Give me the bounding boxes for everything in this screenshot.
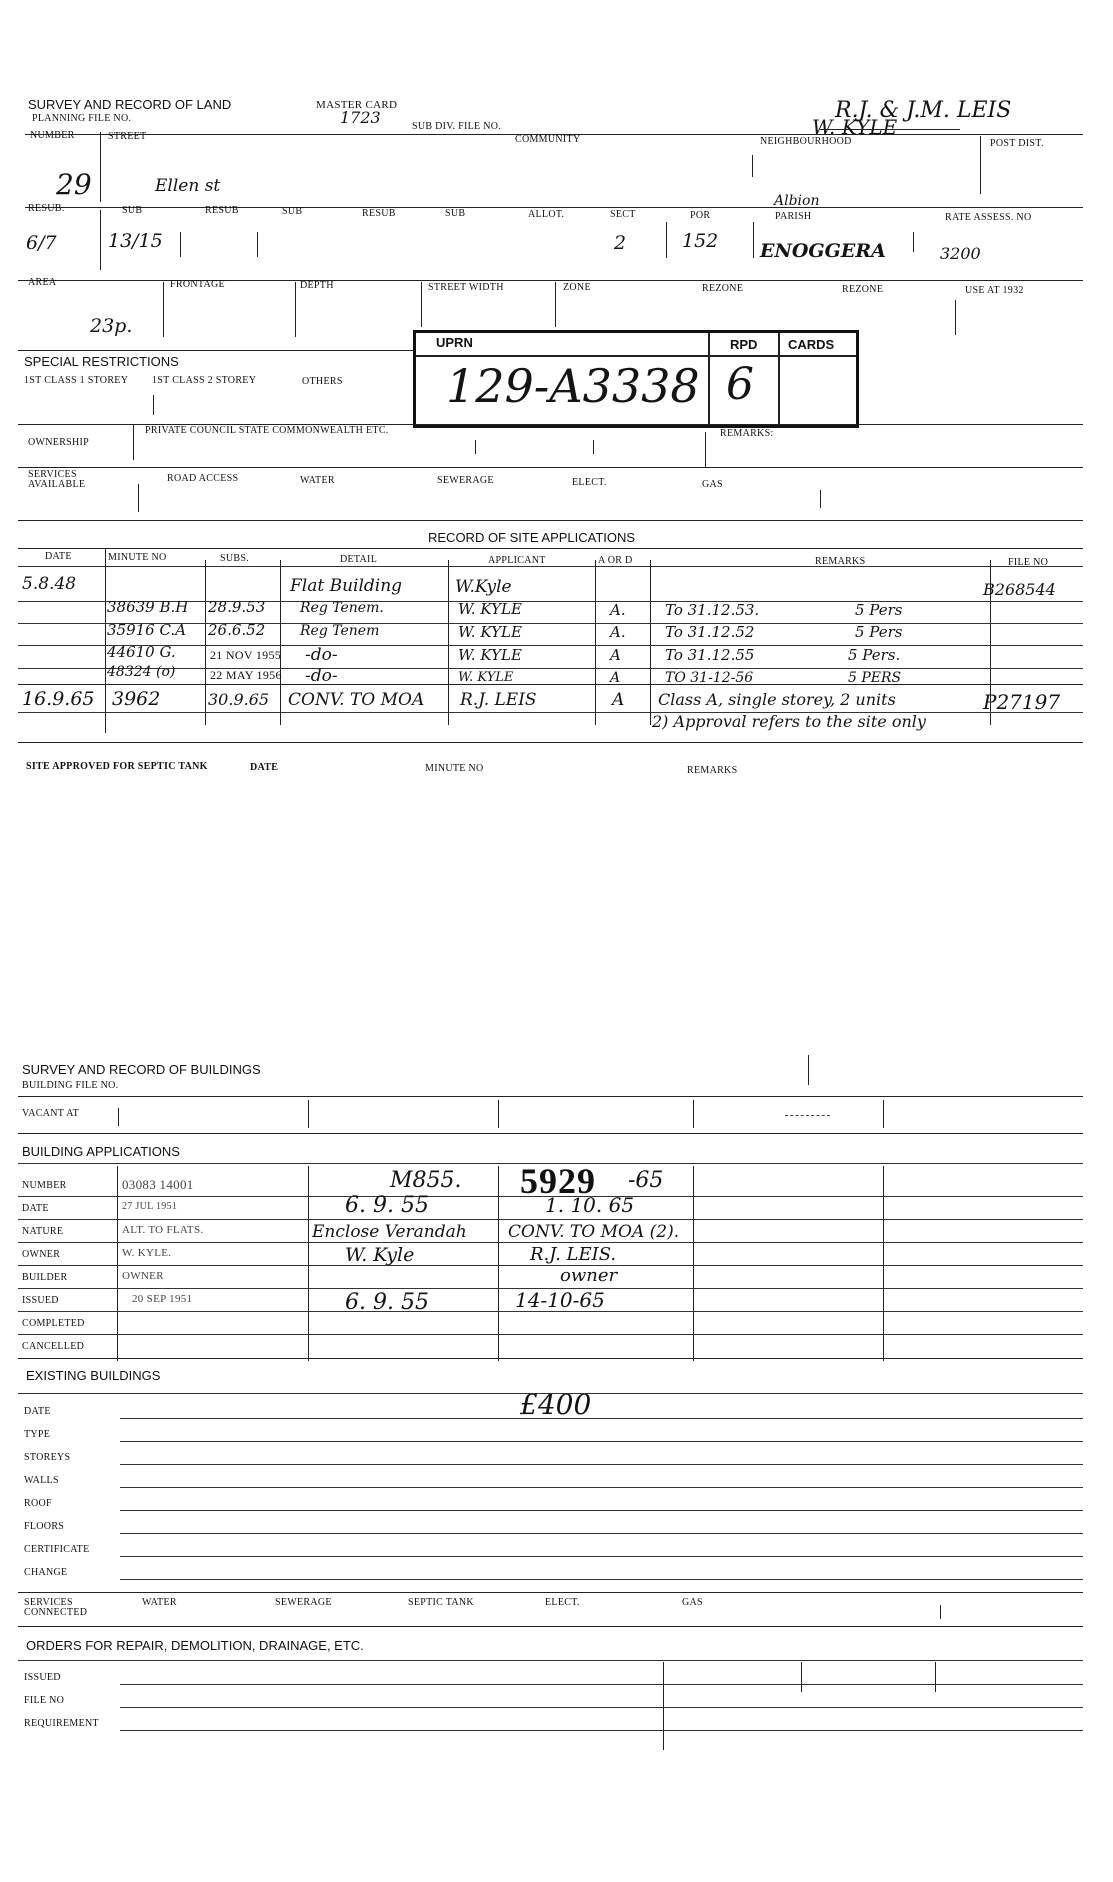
- owner-names-struck: W. KYLE: [812, 115, 898, 139]
- app3-owner: R.J. LEIS.: [530, 1244, 617, 1265]
- site-row-detail: -do-: [305, 666, 338, 686]
- site-row-minute: 44610 G.: [107, 643, 176, 661]
- depth-header: DEPTH: [300, 280, 334, 291]
- septic-minute-label: MINUTE NO: [425, 763, 484, 774]
- site-row-a-or-d: A.: [610, 623, 626, 641]
- cards-label: CARDS: [788, 337, 835, 352]
- col-a-or-d: A OR D: [598, 555, 633, 566]
- app3-nature: CONV. TO MOA (2).: [508, 1222, 680, 1242]
- app2-issued: 6. 9. 55: [345, 1290, 429, 1315]
- site-row-remarks: Class A, single storey, 2 units: [658, 690, 896, 709]
- existing-label-roof: ROOF: [24, 1498, 52, 1509]
- zone-header: ZONE: [563, 282, 591, 293]
- svc-sewerage: SEWERAGE: [275, 1597, 332, 1608]
- site-row-minute: 35916 C.A: [107, 621, 187, 639]
- svc-gas: GAS: [682, 1597, 703, 1608]
- svc-septic-tank: SEPTIC TANK: [408, 1597, 474, 1608]
- app3-number-stamp: 5929: [520, 1161, 596, 1201]
- ownership-options: PRIVATE COUNCIL STATE COMMONWEALTH ETC.: [145, 425, 389, 436]
- existing-label-type: TYPE: [24, 1429, 51, 1440]
- site-row-subs: 21 NOV 1955: [210, 648, 282, 662]
- col-applicant: APPLICANT: [488, 555, 546, 566]
- restriction-1: 1ST CLASS 1 STOREY: [24, 375, 129, 386]
- building-applications-title: BUILDING APPLICATIONS: [22, 1144, 180, 1159]
- rate-assess-value: 3200: [940, 244, 981, 263]
- svc-water: WATER: [142, 1597, 177, 1608]
- col-minute: MINUTE NO: [108, 552, 167, 563]
- parish-value: ENOGGERA: [760, 240, 886, 262]
- row-label-date: DATE: [22, 1203, 49, 1214]
- remarks-label: REMARKS:: [720, 428, 774, 439]
- orders-label-issued: ISSUED: [24, 1672, 61, 1683]
- sub-div-file-label: SUB DIV. FILE NO.: [412, 121, 502, 132]
- app1-nature: ALT. TO FLATS.: [122, 1224, 204, 1236]
- street-number: 29: [56, 168, 92, 201]
- resub2-header: RESUB: [205, 205, 239, 216]
- app1-number: 03083 14001: [122, 1177, 194, 1192]
- site-row-detail: Reg Tenem: [300, 623, 380, 639]
- site-row-file: B268544: [983, 580, 1056, 599]
- orders-label-file: FILE NO: [24, 1695, 65, 1706]
- existing-label-date: DATE: [24, 1406, 51, 1417]
- existing-label-walls: WALLS: [24, 1475, 59, 1486]
- use-at-header: USE AT 1932: [965, 285, 1024, 296]
- rpd-value: 6: [726, 359, 754, 410]
- site-row-minute: 48324 (o): [107, 664, 176, 680]
- existing-label-floors: FLOORS: [24, 1521, 65, 1532]
- site-row-remarks-extra: 5 Pers: [855, 623, 903, 641]
- app1-issued: 20 SEP 1951: [132, 1293, 193, 1305]
- rezone-header: REZONE: [702, 283, 744, 294]
- sub-value: 13/15: [108, 230, 163, 252]
- app3-builder: owner: [560, 1265, 618, 1286]
- row-label-builder: BUILDER: [22, 1272, 68, 1283]
- row-label-completed: COMPLETED: [22, 1318, 85, 1329]
- svc-elect: ELECT.: [545, 1597, 580, 1608]
- site-row-detail: CONV. TO MOA: [288, 690, 425, 710]
- app2-owner: W. Kyle: [345, 1244, 415, 1266]
- restriction-2: 1ST CLASS 2 STOREY: [152, 375, 257, 386]
- rpd-label: RPD: [730, 337, 758, 352]
- row-label-issued: ISSUED: [22, 1295, 59, 1306]
- sewerage-label: SEWERAGE: [437, 475, 494, 486]
- allot-header: ALLOT.: [528, 209, 565, 220]
- number-header: NUMBER: [30, 130, 75, 141]
- community-header: COMMUNITY: [515, 134, 581, 145]
- site-row-remarks-extra: 5 Pers.: [848, 646, 901, 664]
- col-subs: SUBS.: [220, 553, 250, 564]
- site-row-detail: -do-: [305, 645, 338, 665]
- orders-title: ORDERS FOR REPAIR, DEMOLITION, DRAINAGE, ETC.: [26, 1638, 364, 1653]
- vacant-at-label: VACANT AT: [22, 1108, 80, 1119]
- site-row-applicant: W.Kyle: [455, 577, 512, 597]
- card-label: MASTER CARD: [316, 99, 398, 111]
- site-row-applicant: W. KYLE: [458, 670, 514, 685]
- site-row-date: 5.8.48: [22, 574, 77, 594]
- sect-value: 2: [614, 232, 627, 254]
- septic-label: SITE APPROVED FOR SEPTIC TANK: [26, 761, 208, 772]
- uprn-value: 129-A3338: [446, 359, 700, 413]
- site-note-2: 2) Approval refers to the site only: [652, 712, 926, 731]
- special-restrictions: SPECIAL RESTRICTIONS: [24, 354, 179, 369]
- site-row-remarks: To 31.12.55: [665, 646, 755, 664]
- existing-buildings-title: EXISTING BUILDINGS: [26, 1368, 161, 1383]
- sect-header: SECT: [610, 209, 636, 220]
- gas-label: GAS: [702, 479, 723, 490]
- existing-label-storeys: STOREYS: [24, 1452, 71, 1463]
- existing-value: £400: [520, 1388, 592, 1421]
- app1-owner: W. KYLE.: [122, 1247, 172, 1259]
- site-row-a-or-d: A: [612, 690, 625, 710]
- app2-number: M855.: [390, 1168, 462, 1193]
- uprn-label: UPRN: [436, 335, 473, 350]
- septic-date-label: DATE: [250, 762, 279, 773]
- site-row-remarks: To 31.12.52: [665, 623, 755, 641]
- area-value: 23p.: [90, 315, 133, 337]
- existing-label-certificate: CERTIFICATE: [24, 1544, 90, 1555]
- site-applications-title: RECORD OF SITE APPLICATIONS: [428, 530, 636, 545]
- site-row-applicant: W. KYLE: [458, 600, 522, 618]
- app3-number-suffix: -65: [628, 1168, 664, 1193]
- por-value: 152: [682, 230, 719, 252]
- site-row-subs: 28.9.53: [208, 598, 266, 616]
- rate-assess-header: RATE ASSESS. NO: [945, 212, 1032, 223]
- site-row-detail: Flat Building: [290, 576, 403, 596]
- site-row-a-or-d: A: [610, 646, 621, 664]
- existing-label-change: CHANGE: [24, 1567, 68, 1578]
- sub-header: SUB: [122, 205, 143, 216]
- site-row-a-or-d: A: [610, 670, 621, 686]
- site-row-applicant: W. KYLE: [458, 623, 522, 641]
- restriction-others: OTHERS: [302, 376, 343, 387]
- sub3-header: SUB: [445, 208, 466, 219]
- street-name: Ellen st: [155, 176, 221, 196]
- resub-header: RESUB.: [28, 203, 65, 214]
- app2-date: 6. 9. 55: [345, 1193, 429, 1218]
- building-file-label: BUILDING FILE NO.: [22, 1080, 119, 1091]
- site-row-remarks: To 31.12.53.: [665, 601, 760, 619]
- parish-header: PARISH: [775, 211, 812, 222]
- planning-file-number: 1723: [340, 108, 381, 127]
- site-row-subs: 26.6.52: [208, 621, 266, 639]
- site-row-applicant: R.J. LEIS: [460, 690, 537, 710]
- site-row-file: P27197: [983, 690, 1061, 714]
- col-remarks: REMARKS: [815, 556, 866, 567]
- site-row-a-or-d: A.: [610, 601, 626, 619]
- col-date: DATE: [45, 551, 72, 562]
- elect-label: ELECT.: [572, 477, 607, 488]
- water-label: WATER: [300, 475, 335, 486]
- app3-date: 1. 10. 65: [545, 1193, 635, 1217]
- post-dist-header: POST DIST.: [990, 138, 1044, 149]
- site-row-remarks-extra: 5 Pers: [855, 601, 903, 619]
- services-connected-label: SERVICES CONNECTED: [24, 1597, 88, 1618]
- frontage-header: FRONTAGE: [170, 279, 225, 290]
- septic-remarks-label: REMARKS: [687, 765, 738, 776]
- street-header: STREET: [108, 131, 147, 142]
- resub3-header: RESUB: [362, 208, 396, 219]
- row-label-cancelled: CANCELLED: [22, 1341, 85, 1352]
- site-row-applicant: W. KYLE: [458, 646, 522, 664]
- street-width-header: STREET WIDTH: [428, 282, 504, 293]
- col-file-no: FILE NO: [1008, 557, 1049, 568]
- site-row-minute: 38639 B.H: [107, 598, 189, 616]
- col-detail: DETAIL: [340, 554, 378, 565]
- app2-nature: Enclose Verandah: [312, 1222, 467, 1242]
- buildings-title: SURVEY AND RECORD OF BUILDINGS: [22, 1062, 261, 1077]
- row-label-number: NUMBER: [22, 1180, 67, 1191]
- orders-label-requirement: REQUIREMENT: [24, 1718, 99, 1729]
- neighbourhood-header: NEIGHBOURHOOD: [760, 136, 852, 147]
- land-title: SURVEY AND RECORD OF LAND: [28, 97, 232, 112]
- site-row-detail: Reg Tenem.: [300, 600, 384, 616]
- app3-issued: 14-10-65: [515, 1288, 605, 1312]
- rezone2-header: REZONE: [842, 284, 884, 295]
- area-header: AREA: [28, 277, 57, 288]
- uprn-box: [413, 330, 859, 428]
- owner-names: R.J. & J.M. LEIS: [835, 98, 1012, 123]
- app1-builder: OWNER: [122, 1270, 164, 1282]
- site-row-remarks: TO 31-12-56: [665, 670, 754, 686]
- por-header: POR: [690, 210, 711, 221]
- sub2-header: SUB: [282, 206, 303, 217]
- app1-date: 27 JUL 1951: [122, 1201, 178, 1212]
- site-row-remarks-extra: 5 PERS: [848, 670, 902, 686]
- planning-file-label: PLANNING FILE NO.: [32, 113, 132, 124]
- ownership-label: OWNERSHIP: [28, 437, 90, 448]
- site-row-date: 16.9.65: [22, 688, 95, 710]
- parish-above: Albion: [774, 193, 820, 209]
- resub-value: 6/7: [26, 232, 57, 254]
- site-row-minute: 3962: [112, 688, 161, 710]
- site-row-subs: 30.9.65: [208, 690, 270, 709]
- road-access-label: ROAD ACCESS: [167, 473, 239, 484]
- row-label-owner: OWNER: [22, 1249, 61, 1260]
- services-available-label: SERVICES AVAILABLE: [28, 469, 86, 490]
- row-label-nature: NATURE: [22, 1226, 64, 1237]
- site-row-subs: 22 MAY 1956: [210, 668, 282, 682]
